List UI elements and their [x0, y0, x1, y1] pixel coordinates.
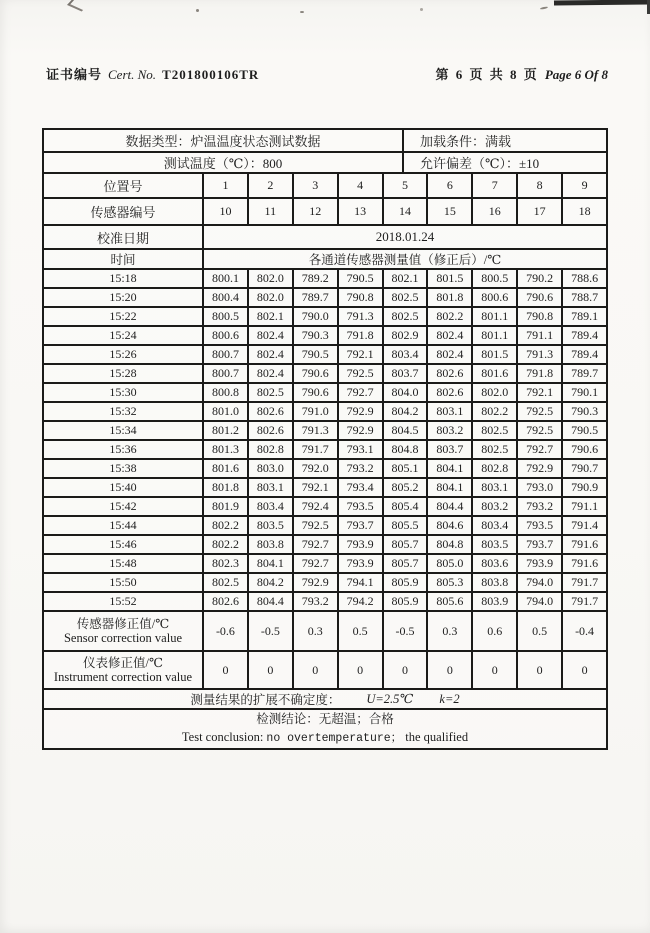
position-number: 7	[473, 174, 518, 197]
measurement-value: 801.9	[204, 498, 249, 515]
measurement-value: 803.8	[473, 574, 518, 591]
measurement-value: 802.1	[249, 308, 294, 325]
position-number: 5	[384, 174, 429, 197]
position-number: 4	[339, 174, 384, 197]
sensor-number: 16	[473, 199, 518, 224]
measurement-value: 792.5	[294, 517, 339, 534]
instrument-correction-value: 0	[581, 662, 588, 677]
measurement-value: 791.7	[571, 575, 599, 589]
measurement-value: 802.3	[204, 555, 249, 572]
measurement-value: 790.8	[339, 289, 384, 306]
measurement-value: 788.6	[571, 271, 599, 285]
time-value: 15:24	[44, 327, 204, 344]
measurement-value: 802.0	[249, 289, 294, 306]
measurement-value: 793.5	[339, 498, 384, 515]
measurement-value: 805.1	[384, 460, 429, 477]
scan-speck	[420, 8, 423, 11]
sensor-number: 13	[339, 199, 384, 224]
time-value: 15:30	[44, 384, 204, 401]
measurement-value: 790.7	[571, 461, 599, 475]
measurement-value: 802.5	[204, 574, 249, 591]
sensor-correction-value: -0.5	[249, 612, 294, 650]
measurement-value: 804.2	[249, 574, 294, 591]
measurement-value: 805.9	[384, 574, 429, 591]
measurement-value: 802.9	[384, 327, 429, 344]
measurement-value: 792.4	[294, 498, 339, 515]
scan-speck	[540, 6, 548, 10]
measurement-row	[44, 422, 606, 441]
measurement-value: 800.5	[204, 308, 249, 325]
measurement-value: 790.8	[518, 308, 563, 325]
instrument-correction-value: 0	[294, 652, 339, 688]
measurement-value: 802.4	[249, 327, 294, 344]
measurement-value: 800.7	[204, 365, 249, 382]
scan-speck	[300, 11, 304, 13]
measurement-value: 803.0	[249, 460, 294, 477]
measurement-value: 800.8	[204, 384, 249, 401]
sensor-number: 11	[249, 199, 294, 224]
measurement-value: 802.6	[428, 384, 473, 401]
measurement-value: 804.2	[384, 403, 429, 420]
time-value: 15:48	[44, 555, 204, 572]
measurement-value: 792.9	[294, 574, 339, 591]
sensor-number: 14	[384, 199, 429, 224]
measurement-value: 791.0	[294, 403, 339, 420]
measurement-value: 803.1	[249, 479, 294, 496]
measurement-rows	[44, 270, 606, 612]
measurement-value: 803.2	[473, 498, 518, 515]
measurement-row	[44, 460, 606, 479]
measurement-value: 792.9	[518, 460, 563, 477]
measurement-value: 800.4	[204, 289, 249, 306]
scan-speck	[196, 9, 199, 12]
measurement-value: 803.4	[384, 346, 429, 363]
time-value: 15:26	[44, 346, 204, 363]
instrument-correction-value: 0	[473, 652, 518, 688]
sensor-number: 17	[518, 199, 563, 224]
sensor-correction-label-zh: 传感器修正值/℃	[76, 616, 170, 631]
time-value: 15:18	[44, 270, 204, 287]
measurement-value: 789.4	[571, 328, 599, 342]
measurement-value: 793.0	[518, 479, 563, 496]
measurement-value: 790.2	[518, 270, 563, 287]
sensor-correction-value: 0.3	[428, 612, 473, 650]
measurement-value: 790.6	[571, 442, 599, 456]
measurement-value: 790.3	[294, 327, 339, 344]
page-indicator	[436, 64, 608, 83]
measurement-value: 793.4	[339, 479, 384, 496]
position-number: 2	[249, 174, 294, 197]
measurement-value: 802.5	[473, 441, 518, 458]
measurement-row	[44, 384, 606, 403]
measurement-value: 802.6	[204, 593, 249, 610]
certificate-number	[46, 64, 259, 83]
time-value: 15:46	[44, 536, 204, 553]
measurement-value: 804.1	[428, 460, 473, 477]
measurement-value: 803.5	[473, 536, 518, 553]
measurement-row	[44, 536, 606, 555]
time-header-row	[44, 250, 606, 270]
conclusion-en: Test conclusion: no overtemperature； the qualified	[181, 729, 469, 745]
measurement-value: 802.5	[249, 384, 294, 401]
time-value: 15:40	[44, 479, 204, 496]
measurement-value: 791.8	[518, 365, 563, 382]
measurement-value: 801.0	[204, 403, 249, 420]
sensor-number: 12	[294, 199, 339, 224]
measurement-value: 790.0	[294, 308, 339, 325]
cert-label-en: Cert. No.	[108, 67, 157, 82]
measurement-value: 802.5	[384, 289, 429, 306]
uncertainty-u-value: U=2.5℃	[366, 692, 414, 706]
measurement-value: 789.4	[571, 347, 599, 361]
instrument-correction-value: 0	[249, 652, 294, 688]
time-value: 15:28	[44, 365, 204, 382]
measurement-value: 805.2	[384, 479, 429, 496]
measurement-value: 789.7	[571, 366, 599, 380]
uncertainty-row	[44, 690, 606, 710]
measurement-value: 803.7	[384, 365, 429, 382]
channel-header: 各通道传感器测量值（修正后）/℃	[308, 253, 502, 267]
measurement-value: 793.2	[339, 460, 384, 477]
measurement-value: 804.5	[384, 422, 429, 439]
measurement-row	[44, 593, 606, 612]
time-value: 15:36	[44, 441, 204, 458]
measurement-value: 790.6	[294, 384, 339, 401]
measurement-value: 805.3	[428, 574, 473, 591]
measurement-value: 791.3	[518, 346, 563, 363]
calibration-label: 校准日期	[44, 226, 204, 248]
measurement-value: 792.5	[518, 422, 563, 439]
measurement-row	[44, 270, 606, 289]
position-row	[44, 174, 606, 199]
sensor-correction-value: 0.6	[473, 612, 518, 650]
measurement-value: 789.7	[294, 289, 339, 306]
sensor-correction-value: -0.4	[575, 623, 595, 638]
instrument-correction-value: 0	[339, 652, 384, 688]
measurement-row	[44, 289, 606, 308]
load-condition-cell: 加载条件：满载	[420, 134, 512, 149]
measurement-row	[44, 479, 606, 498]
measurement-row	[44, 441, 606, 460]
allowed-deviation-cell: 允许偏差（℃）：±10	[420, 156, 540, 171]
sensor-correction-row	[44, 612, 606, 652]
measurement-value: 804.4	[249, 593, 294, 610]
measurement-value: 789.1	[571, 309, 599, 323]
measurement-value: 802.4	[249, 365, 294, 382]
measurement-value: 794.2	[339, 593, 384, 610]
measurement-value: 790.1	[571, 385, 599, 399]
measurement-value: 801.8	[204, 479, 249, 496]
measurement-value: 801.8	[428, 289, 473, 306]
measurement-value: 790.6	[294, 365, 339, 382]
measurement-value: 792.7	[294, 536, 339, 553]
measurement-value: 793.9	[339, 555, 384, 572]
sensor-number: 10	[204, 199, 249, 224]
sensor-correction-value: -0.5	[384, 612, 429, 650]
document-header	[46, 64, 608, 83]
measurement-value: 792.5	[339, 365, 384, 382]
measurement-value: 791.7	[294, 441, 339, 458]
position-number: 8	[518, 174, 563, 197]
measurement-value: 791.8	[339, 327, 384, 344]
position-label: 位置号	[44, 174, 204, 197]
measurement-value: 801.1	[473, 308, 518, 325]
time-value: 15:22	[44, 308, 204, 325]
sensor-correction-label-en: Sensor correction value	[63, 631, 182, 645]
measurement-value: 805.5	[384, 517, 429, 534]
measurement-value: 804.6	[428, 517, 473, 534]
page-indicator-zh: 第 6 页 共 8 页	[435, 67, 539, 82]
measurement-value: 804.8	[428, 536, 473, 553]
measurement-value: 792.5	[518, 403, 563, 420]
measurement-value: 792.9	[339, 422, 384, 439]
measurement-value: 800.6	[204, 327, 249, 344]
measurement-value: 803.7	[428, 441, 473, 458]
pen-mark-artifact	[67, 0, 93, 12]
position-number: 9	[581, 178, 588, 192]
data-type-cell: 数据类型：炉温温度状态测试数据	[44, 130, 404, 151]
measurement-value: 793.7	[518, 536, 563, 553]
measurement-value: 802.0	[249, 270, 294, 287]
measurement-value: 801.5	[473, 346, 518, 363]
page-indicator-en: Page 6 Of 8	[544, 67, 608, 82]
sensor-correction-value: 0.3	[294, 612, 339, 650]
measurement-value: 790.6	[518, 289, 563, 306]
measurement-value: 801.1	[473, 327, 518, 344]
meta-row-test-temp	[44, 153, 606, 174]
measurement-row	[44, 498, 606, 517]
measurement-value: 805.7	[384, 555, 429, 572]
measurement-value: 801.2	[204, 422, 249, 439]
measurement-value: 802.2	[473, 403, 518, 420]
measurement-value: 802.6	[428, 365, 473, 382]
measurement-value: 790.5	[571, 423, 599, 437]
measurement-value: 804.1	[428, 479, 473, 496]
measurement-value: 803.8	[249, 536, 294, 553]
measurement-value: 800.6	[473, 289, 518, 306]
measurement-value: 794.0	[518, 593, 563, 610]
measurement-value: 802.0	[473, 384, 518, 401]
cert-number-value: T201800106TR	[162, 67, 260, 82]
instrument-correction-value: 0	[428, 652, 473, 688]
sensor-correction-value: 0.5	[339, 612, 384, 650]
time-value: 15:38	[44, 460, 204, 477]
measurement-value: 802.6	[249, 403, 294, 420]
measurement-value: 801.6	[473, 365, 518, 382]
measurement-value: 804.4	[428, 498, 473, 515]
measurement-value: 802.6	[249, 422, 294, 439]
measurement-value: 803.1	[473, 479, 518, 496]
instrument-correction-label-en: Instrument correction value	[53, 670, 193, 684]
measurement-value: 789.2	[294, 270, 339, 287]
measurement-value: 800.5	[473, 270, 518, 287]
measurement-value: 792.9	[339, 403, 384, 420]
measurement-value: 794.1	[339, 574, 384, 591]
sensor-row	[44, 199, 606, 226]
measurement-value: 792.7	[294, 555, 339, 572]
measurement-value: 793.5	[518, 517, 563, 534]
measurement-value: 802.4	[428, 327, 473, 344]
measurement-value: 802.5	[384, 308, 429, 325]
measurement-value: 791.3	[339, 308, 384, 325]
measurement-value: 791.1	[518, 327, 563, 344]
uncertainty-k-value: k=2	[439, 691, 460, 706]
instrument-correction-label-zh: 仪表修正值/℃	[83, 655, 163, 670]
meta-row-data-type	[44, 130, 606, 153]
measurement-value: 791.1	[571, 499, 599, 513]
calibration-row	[44, 226, 606, 250]
time-value: 15:50	[44, 574, 204, 591]
measurement-value: 801.3	[204, 441, 249, 458]
measurement-row	[44, 308, 606, 327]
measurement-value: 791.6	[571, 556, 599, 570]
sensor-correction-value: 0.5	[518, 612, 563, 650]
measurement-value: 793.2	[294, 593, 339, 610]
time-value: 15:42	[44, 498, 204, 515]
conclusion-row	[44, 710, 606, 748]
measurement-value: 792.7	[339, 384, 384, 401]
measurement-value: 792.0	[294, 460, 339, 477]
measurement-value: 794.0	[518, 574, 563, 591]
sensor-number: 15	[428, 199, 473, 224]
measurement-value: 791.3	[294, 422, 339, 439]
measurement-row	[44, 555, 606, 574]
conclusion-zh: 检测结论：无超温；合格	[256, 712, 394, 727]
measurement-row	[44, 574, 606, 593]
measurement-value: 802.4	[249, 346, 294, 363]
measurement-row	[44, 327, 606, 346]
measurement-value: 802.2	[428, 308, 473, 325]
sensor-number: 18	[578, 204, 591, 218]
measurement-value: 802.8	[249, 441, 294, 458]
measurement-value: 805.9	[384, 593, 429, 610]
time-value: 15:32	[44, 403, 204, 420]
sensor-correction-label	[44, 612, 204, 650]
measurement-value: 804.0	[384, 384, 429, 401]
measurement-value: 805.0	[428, 555, 473, 572]
measurement-value: 793.9	[339, 536, 384, 553]
measurement-value: 803.4	[473, 517, 518, 534]
sensor-correction-value: -0.6	[204, 612, 249, 650]
measurement-value: 805.7	[384, 536, 429, 553]
measurement-table	[42, 128, 608, 750]
measurement-value: 790.3	[571, 404, 599, 418]
calibration-date: 2018.01.24	[375, 229, 435, 244]
measurement-value: 800.1	[204, 270, 249, 287]
position-number: 6	[428, 174, 473, 197]
measurement-row	[44, 346, 606, 365]
conclusion-cell	[44, 710, 606, 748]
measurement-value: 800.7	[204, 346, 249, 363]
measurement-row	[44, 517, 606, 536]
measurement-value: 803.5	[249, 517, 294, 534]
measurement-value: 791.6	[571, 537, 599, 551]
time-value: 15:20	[44, 289, 204, 306]
instrument-correction-label	[44, 652, 204, 688]
measurement-value: 804.1	[249, 555, 294, 572]
measurement-value: 803.9	[473, 593, 518, 610]
measurement-value: 803.4	[249, 498, 294, 515]
measurement-value: 790.5	[294, 346, 339, 363]
measurement-value: 790.9	[571, 480, 599, 494]
measurement-value: 801.5	[428, 270, 473, 287]
time-label: 时间	[44, 250, 204, 268]
measurement-value: 805.6	[428, 593, 473, 610]
position-number: 3	[294, 174, 339, 197]
instrument-correction-value: 0	[204, 652, 249, 688]
time-value: 15:52	[44, 593, 204, 610]
instrument-correction-row	[44, 652, 606, 690]
uncertainty-prefix: 测量结果的扩展不确定度：	[190, 693, 341, 707]
measurement-value: 801.6	[204, 460, 249, 477]
time-value: 15:34	[44, 422, 204, 439]
measurement-value: 792.7	[518, 441, 563, 458]
measurement-row	[44, 365, 606, 384]
scan-artifact-top-right	[554, 0, 650, 6]
measurement-value: 791.4	[571, 518, 599, 532]
uncertainty-cell	[44, 690, 606, 708]
measurement-value: 802.2	[204, 517, 249, 534]
instrument-correction-value: 0	[518, 652, 563, 688]
measurement-value: 792.1	[294, 479, 339, 496]
measurement-value: 792.1	[339, 346, 384, 363]
measurement-value: 793.1	[339, 441, 384, 458]
sensor-label: 传感器编号	[44, 199, 204, 224]
measurement-value: 793.9	[518, 555, 563, 572]
measurement-value: 802.4	[428, 346, 473, 363]
measurement-value: 802.8	[473, 460, 518, 477]
measurement-value: 788.7	[571, 290, 599, 304]
measurement-value: 805.4	[384, 498, 429, 515]
measurement-value: 803.1	[428, 403, 473, 420]
measurement-value: 791.7	[571, 594, 599, 608]
measurement-value: 792.1	[518, 384, 563, 401]
measurement-value: 793.2	[518, 498, 563, 515]
time-value: 15:44	[44, 517, 204, 534]
measurement-value: 803.6	[473, 555, 518, 572]
position-number: 1	[204, 174, 249, 197]
measurement-value: 802.5	[473, 422, 518, 439]
measurement-value: 804.8	[384, 441, 429, 458]
measurement-value: 790.5	[339, 270, 384, 287]
measurement-value: 802.1	[384, 270, 429, 287]
cert-label-zh: 证书编号	[46, 67, 103, 82]
measurement-value: 803.2	[428, 422, 473, 439]
instrument-correction-value: 0	[384, 652, 429, 688]
measurement-row	[44, 403, 606, 422]
measurement-value: 802.2	[204, 536, 249, 553]
measurement-value: 793.7	[339, 517, 384, 534]
test-temp-cell: 测试温度（℃）：800	[44, 153, 404, 172]
